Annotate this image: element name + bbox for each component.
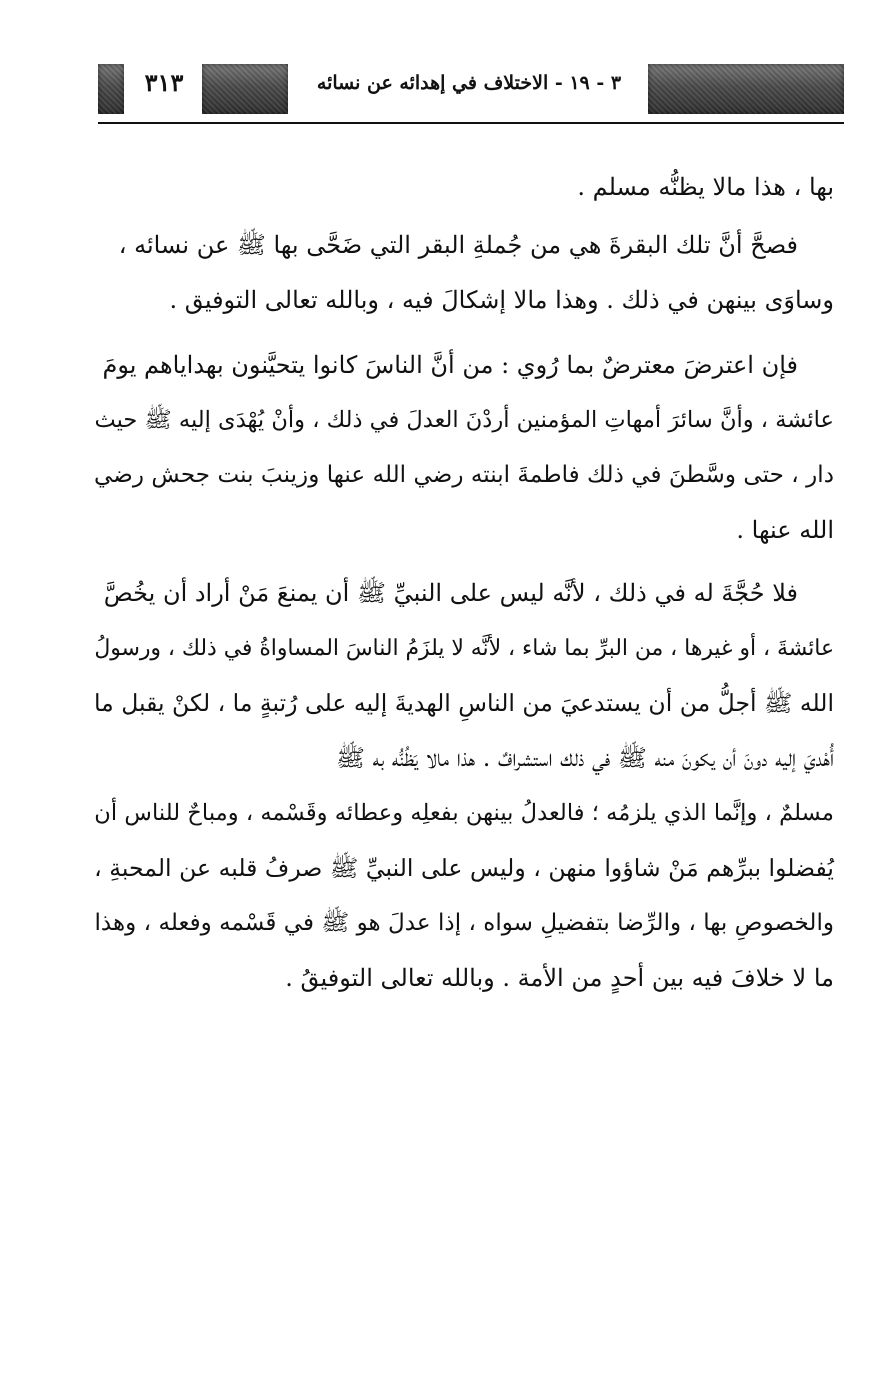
text-line: بها ، هذا مالا يظنُّه مسلم . [577,173,834,201]
header-shade-right [648,64,844,114]
text-line: دار ، حتى وسَّطنَ في ذلك فاطمةَ ابنته رضي الله عنها وزينبَ بنت جحش رضي [93,462,834,488]
header-rule [98,122,844,124]
paragraph [94,218,834,328]
running-title: ٣ - ١٩ - الاختلاف في إهدائه عن نسائه [316,72,622,94]
running-header [98,58,844,116]
text-line: فإن اعترضَ معترضٌ بما رُوي : من أنَّ الناسَ كانوا يتحيَّنون بهداياهم يومَ [102,351,798,379]
paragraph [94,566,834,1006]
text-line: فلا حُجَّةَ له في ذلك ، لأنَّه ليس على النبيِّ ﷺ أن يمنعَ مَنْ أراد أن يخُصَّ [103,579,798,607]
text-line: أُهْديَ إليه دونَ أن يكونَ منه ﷺ في ذلك استشرافٌ . هذا مالا يَظُنُّه به ﷺ [336,744,834,772]
text-line: مسلمٌ ، وإنَّما الذي يلزمُه ؛ فالعدلُ بينهن بفعلِه وعطائه وقَسْمه ، ومباحٌ للناس أن [94,800,834,826]
text-line: ما لا خلافَ فيه بين أحدٍ من الأمة . وبالله تعالى التوفيقُ . [285,964,834,992]
paragraph [94,160,834,215]
text-line: فصحَّ أنَّ تلك البقرةَ هي من جُملةِ البقر التي ضَحَّى بها ﷺ عن نسائه ، [118,231,798,259]
text-line: الله عنها . [736,516,834,544]
text-line: الله ﷺ أجلُّ من أن يستدعيَ من الناسِ الهديةَ إليه على رُتبةٍ ما ، لكنْ يقبل ما [94,689,834,717]
page-number: ٣١٣ [144,68,184,97]
text-line: والخصوصِ بها ، والرِّضا بتفضيلِ سواه ، إذا عدلَ هو ﷺ في قَسْمه وفعله ، وهذا [94,910,834,936]
header-shade-left [98,64,124,114]
text-line: عائشةَ ، أو غيرها ، من البرِّ بما شاء ، لأنَّه لا يلزَمُ الناسَ المساواةُ في ذلك ، ورسولُ [94,636,834,661]
text-line: يُفضلوا ببرِّهم مَنْ شاؤوا منهن ، وليس على النبيِّ ﷺ صرفُ قلبه عن المحبةِ ، [94,854,834,882]
text-line: وساوَى بينهن في ذلك . وهذا مالا إشكالَ فيه ، وبالله تعالى التوفيق . [169,286,834,314]
paragraph [94,338,834,558]
header-shade-middle [202,64,288,114]
text-line: عائشة ، وأنَّ سائرَ أمهاتِ المؤمنين أردْنَ العدلَ في ذلك ، وأنْ يُهْدَى إليه ﷺ حيث [94,407,834,433]
